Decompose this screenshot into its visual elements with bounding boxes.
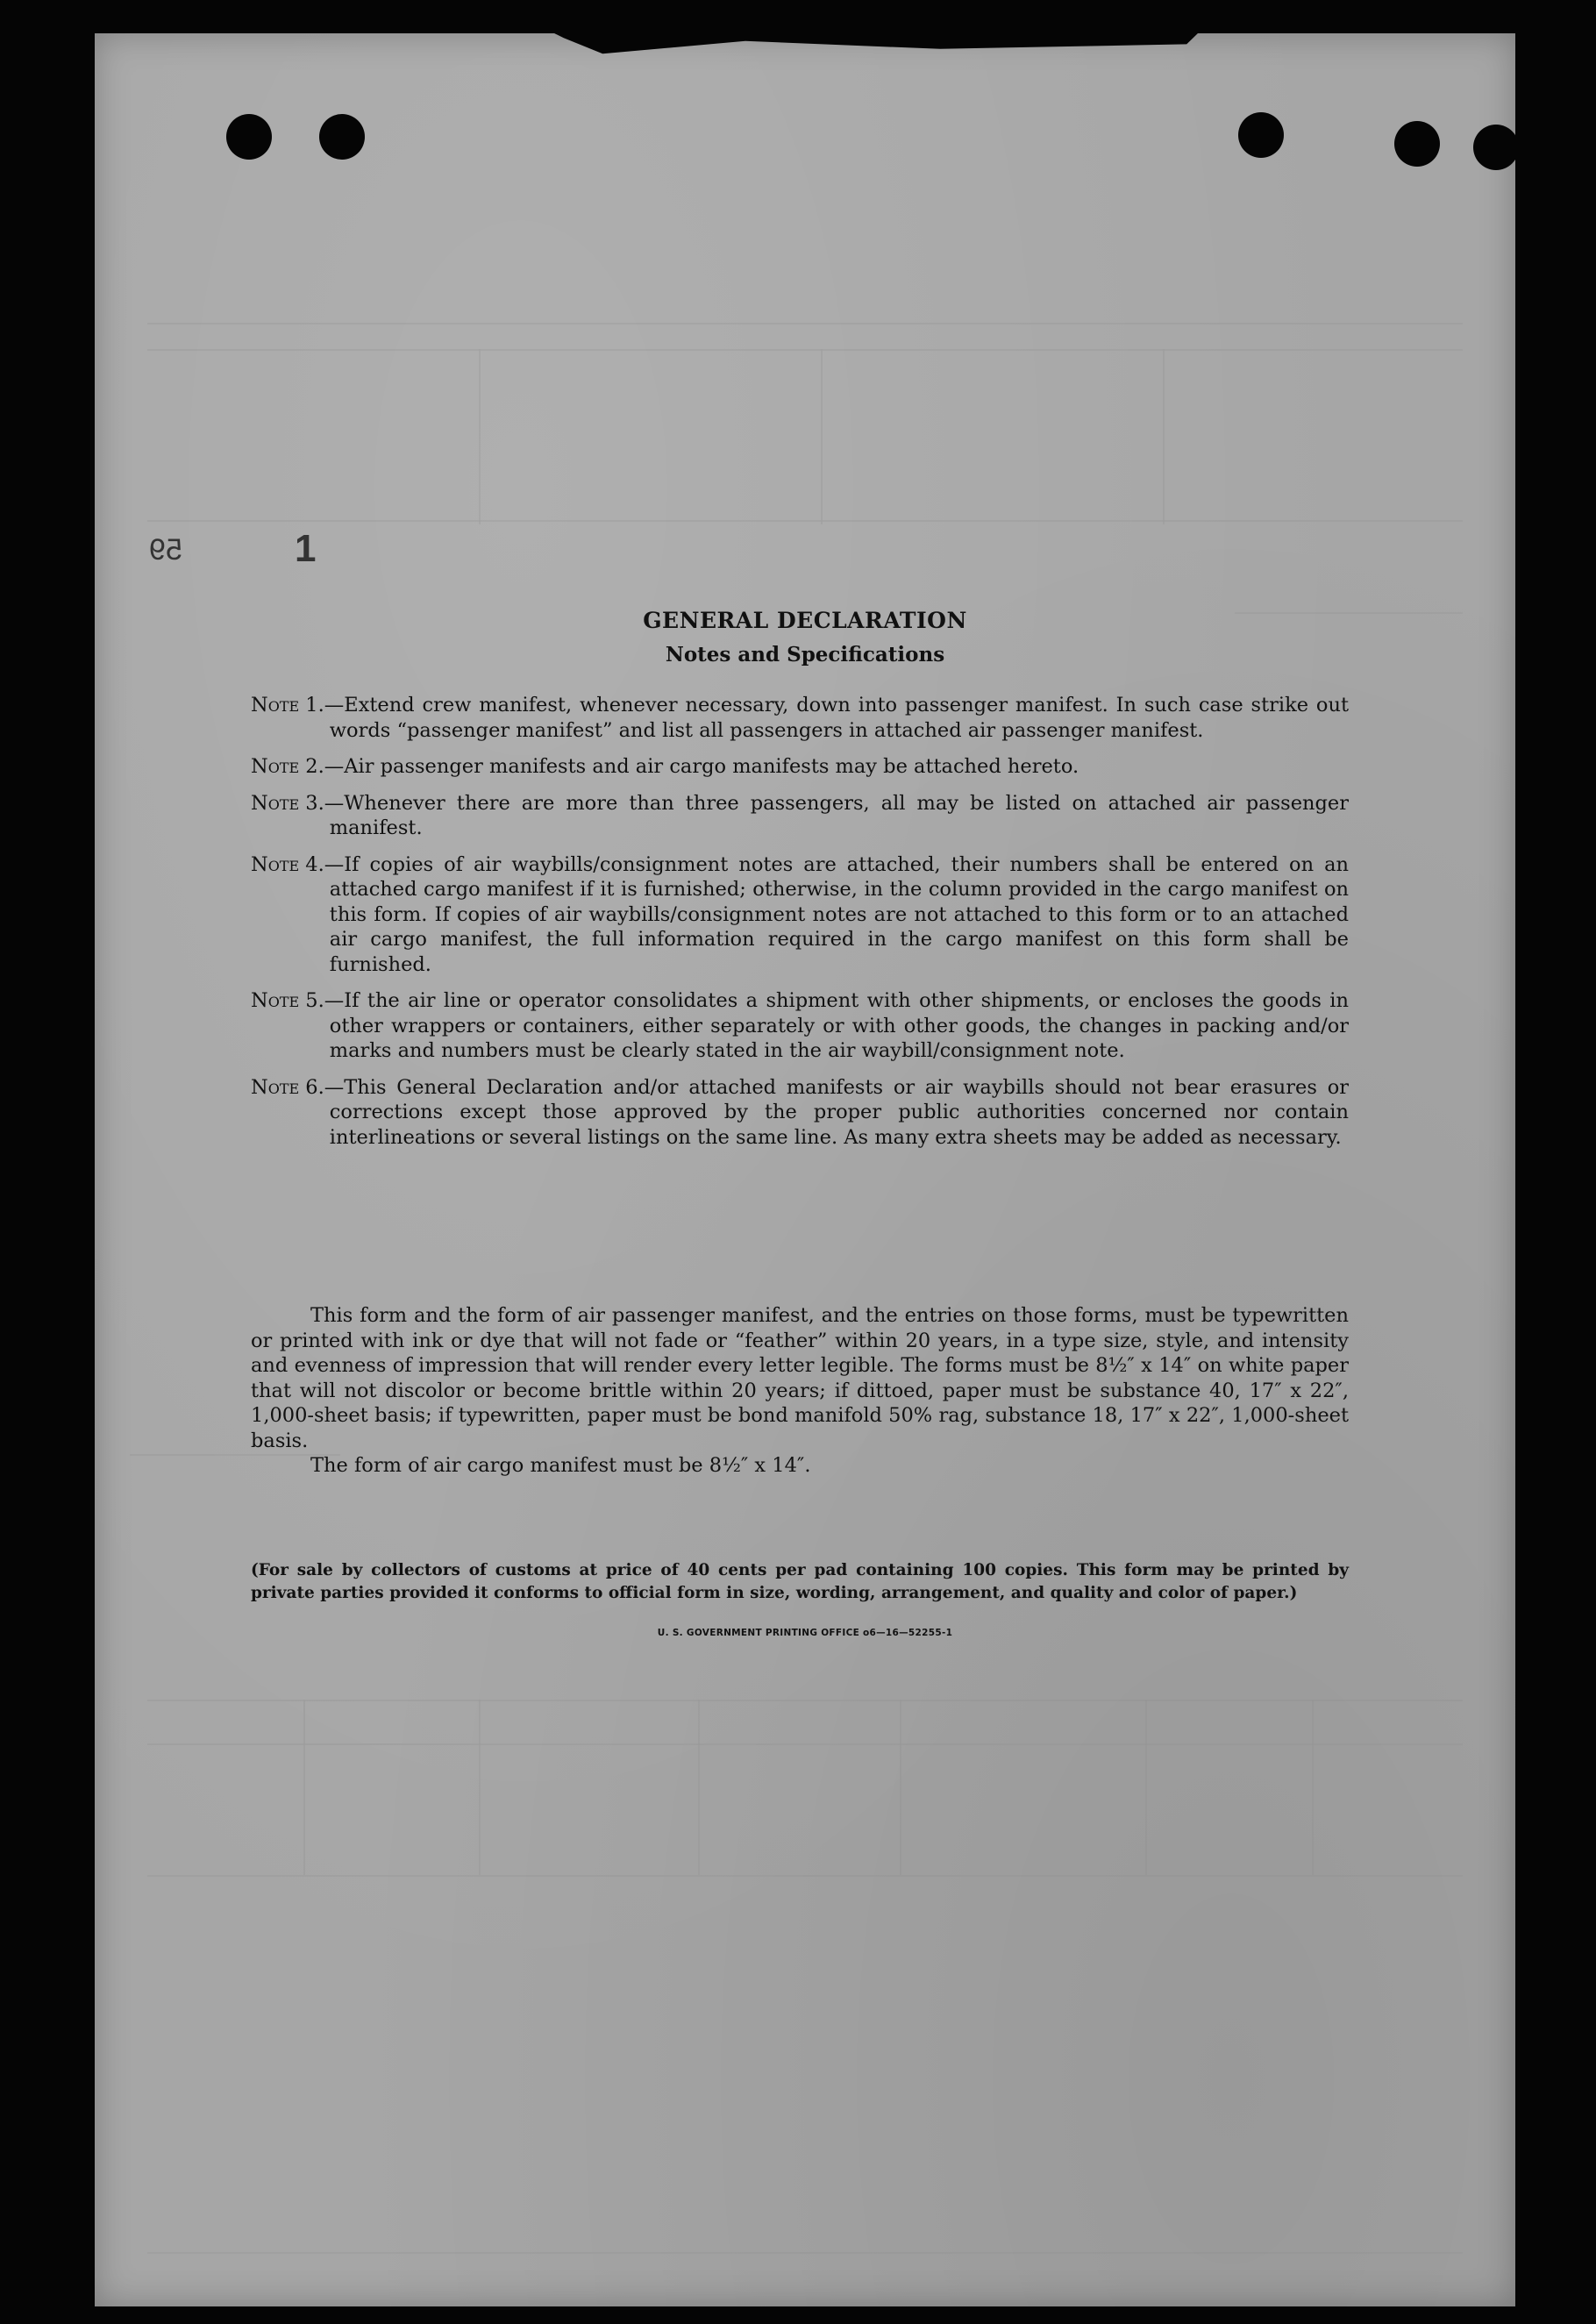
note-6 bbox=[251, 1075, 1349, 1151]
note-label: Note 6. bbox=[251, 1075, 324, 1099]
note-text: —This General Declaration and/or attached manifests or air waybills should not bear erasures or corrections except those approved by the proper public authorities concerned nor contain interlineations or several listings on the same line. As many extra sheets may be added as necessary. bbox=[324, 1075, 1349, 1149]
notes-and-specifications bbox=[95, 33, 1515, 2306]
notes-list bbox=[251, 693, 1349, 1161]
page-title: GENERAL DECLARATION bbox=[643, 608, 967, 633]
note-text: —Whenever there are more than three passengers, all may be listed on attached air passenger manifest. bbox=[324, 791, 1349, 839]
form-requirements-paragraph: This form and the form of air passenger manifest, and the entries on those forms, must be typewritten or printed with ink or dye that will not fade or “feather” within 20 years, in a type size, style, and intensity and evenness of impression that will render every letter legible. The forms must be 8½″ x 14″ on white paper that will not discolor or become brittle within 20 years; if dittoed, paper must be substance 40, 17″ x 22″, 1,000-sheet basis; if typewritten, paper must be bond manifold 50% rag, substance 18, 17″ x 22″, 1,000-sheet basis. bbox=[251, 1304, 1349, 1452]
note-5 bbox=[251, 988, 1349, 1064]
handwritten-mark: 1 bbox=[295, 527, 317, 570]
note-1 bbox=[251, 693, 1349, 743]
note-text: —Extend crew manifest, whenever necessary, down into passenger manifest. In such case strike out words “passenger manifest” and list all passengers in attached air passenger manifest. bbox=[324, 694, 1349, 742]
note-label: Note 2. bbox=[251, 755, 324, 778]
note-3 bbox=[251, 791, 1349, 841]
note-text: —Air passenger manifests and air cargo manifests may be attached hereto. bbox=[324, 755, 1079, 778]
note-label: Note 3. bbox=[251, 791, 324, 815]
document-page bbox=[95, 33, 1515, 2306]
note-label: Note 4. bbox=[251, 852, 324, 876]
page-subtitle: Notes and Specifications bbox=[665, 643, 945, 667]
note-text: —If the air line or operator consolidates a shipment with other shipments, or encloses the goods in other wrappers or containers, either separately or with other goods, the changes in packing and/or marks and numbers must be clearly stated in the air waybill/consignment note. bbox=[324, 989, 1349, 1062]
note-label: Note 1. bbox=[251, 694, 324, 716]
note-2 bbox=[251, 754, 1349, 780]
cargo-manifest-size-line: The form of air cargo manifest must be 8½″ x 14″. bbox=[310, 1454, 811, 1477]
sale-notice: (For sale by collectors of customs at price of 40 cents per pad containing 100 copies. This form may be printed by private parties provided it conforms to official form in size, wording, arrangement, and quality and color of paper.) bbox=[251, 1561, 1349, 1602]
note-text: —If copies of air waybills/consignment notes are attached, their numbers shall be entered on an attached cargo manifest if it is furnished; otherwise, in the column provided in the cargo manifest on this form. If copies of air waybills/consignment notes are not attached to this form or to an attached air cargo manifest, the full information required in the cargo manifest on this form shall be furnished. bbox=[324, 852, 1349, 976]
printing-office-line: U. S. GOVERNMENT PRINTING OFFICE o6—16—52255-1 bbox=[657, 1628, 953, 1638]
note-4 bbox=[251, 852, 1349, 978]
handwritten-number: 59 bbox=[149, 533, 182, 567]
note-label: Note 5. bbox=[251, 989, 324, 1012]
